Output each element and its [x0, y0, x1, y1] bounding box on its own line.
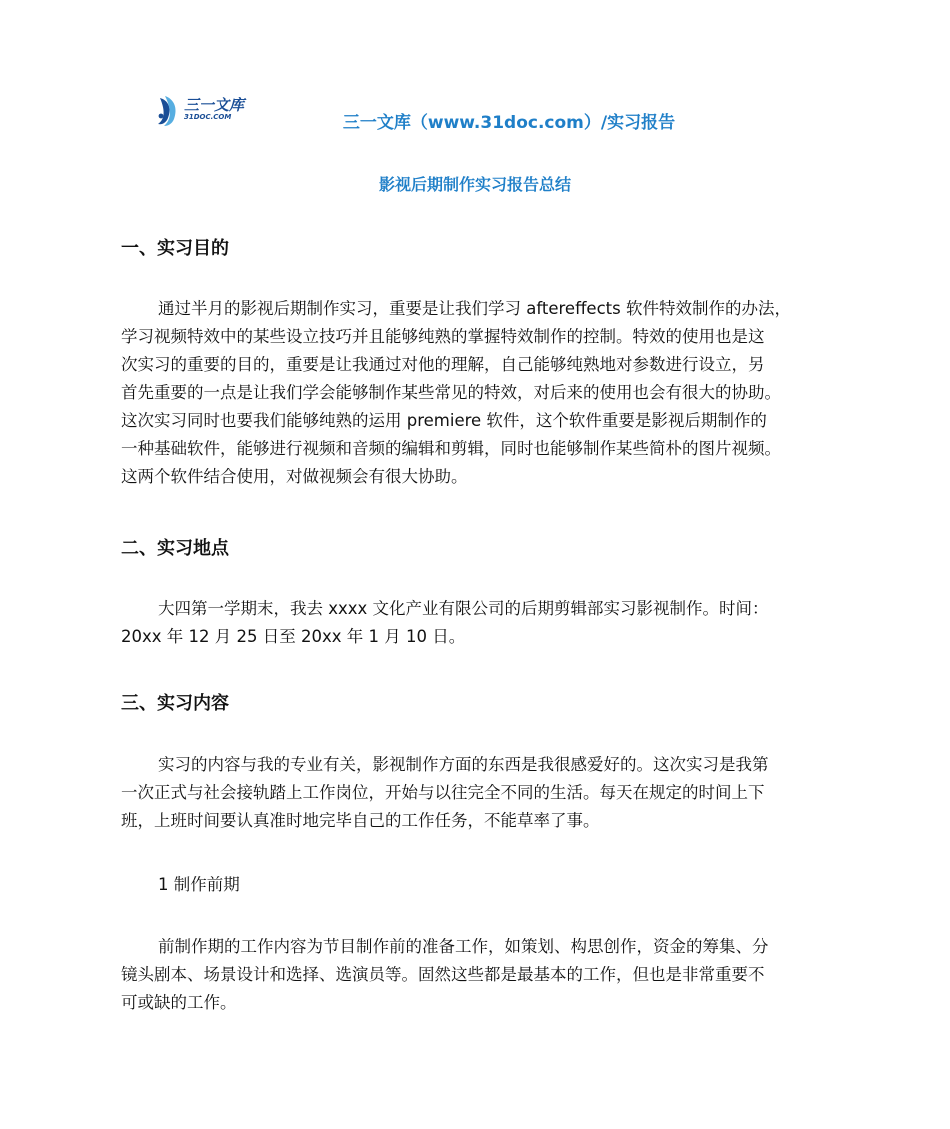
section-heading-location: 二、实习地点	[121, 538, 229, 559]
document-title: 影视后期制作实习报告总结	[378, 175, 571, 194]
text-line: 首先重要的一点是让我们学会能够制作某些常见的特效，对后来的使用也会有很大的协助。	[121, 383, 781, 402]
text-line: 这次实习同时也要我们能够纯熟的运用 premiere 软件，这个软件重要是影视后期制作的	[121, 411, 767, 430]
text-line: 大四第一学期末，我去 xxxx 文化产业有限公司的后期剪辑部实习影视制作。时间：	[158, 599, 769, 618]
text-line: 可或缺的工作。	[121, 993, 237, 1012]
paragraph-location	[121, 595, 841, 651]
paragraph-purpose	[121, 295, 841, 491]
text-line: 1 制作前期	[158, 875, 240, 894]
text-line: 一次正式与社会接轨踏上工作岗位，开始与以往完全不同的生活。每天在规定的时间上下	[121, 783, 765, 802]
text-line: 班，上班时间要认真准时地完毕自己的工作任务，不能草率了事。	[121, 811, 600, 830]
text-line: 前制作期的工作内容为节目制作前的准备工作，如策划、构思创作，资金的筹集、分	[158, 937, 769, 956]
text-line: 通过半月的影视后期制作实习，重要是让我们学习 aftereffects 软件特效制作的办法，	[158, 299, 791, 318]
section-heading-purpose: 一、实习目的	[121, 238, 229, 259]
text-line: 实习的内容与我的专业有关，影视制作方面的东西是我很感爱好的。这次实习是我第	[158, 755, 769, 774]
text-line: 20xx 年 12 月 25 日至 20xx 年 1 月 10 日。	[121, 627, 466, 646]
header-site-link[interactable]: 三一文库（www.31doc.com）/实习报告	[342, 113, 676, 133]
logo-subtext: 31DOC.COM	[184, 113, 232, 121]
text-line: 学习视频特效中的某些设立技巧并且能够纯熟的掌握特效制作的控制。特效的使用也是这	[121, 327, 765, 346]
section-heading-content: 三、实习内容	[121, 693, 229, 714]
text-line: 这两个软件结合使用，对做视频会有很大协助。	[121, 467, 468, 486]
paragraph-preproduction	[121, 933, 841, 1017]
logo-name: 三一文库	[184, 96, 245, 114]
paragraph-content-intro	[121, 751, 841, 835]
text-line: 一种基础软件，能够进行视频和音频的编辑和剪辑，同时也能够制作某些简朴的图片视频。	[121, 439, 781, 458]
text-line: 次实习的重要的目的，重要是让我通过对他的理解，自己能够纯熟地对参数进行设立，另	[121, 355, 765, 374]
text-line: 镜头剧本、场景设计和选择、选演员等。固然这些都是最基本的工作，但也是非常重要不	[121, 965, 765, 984]
subheading-preproduction	[121, 871, 841, 899]
